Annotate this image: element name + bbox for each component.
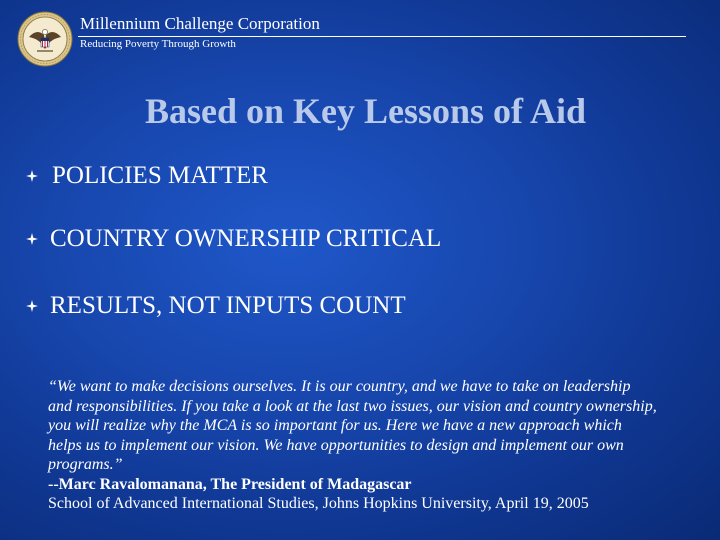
bullet-item [26,292,406,320]
bullet-text: POLICIES MATTER [52,162,268,189]
bullet-item [26,162,268,190]
quote-source: School of Advanced International Studies, Johns Hopkins University, April 19, 2005 [48,495,589,512]
quote-block [48,377,658,514]
bullet-item [26,225,441,253]
great-seal-icon [17,11,73,67]
diamond-bullet-icon [26,300,38,312]
organization-tagline: Reducing Poverty Through Growth [80,38,236,50]
organization-name: Millennium Challenge Corporation [80,14,320,33]
seal-logo [17,11,73,67]
bullet-text: RESULTS, NOT INPUTS COUNT [50,292,406,319]
diamond-bullet-icon [26,170,38,182]
diamond-bullet-icon [26,233,38,245]
quote-attribution: --Marc Ravalomanana, The President of Madagascar [48,475,412,493]
header-divider [78,36,686,37]
bullet-text: COUNTRY OWNERSHIP CRITICAL [50,225,442,252]
slide-title: Based on Key Lessons of Aid [144,91,587,131]
quote-text: “We want to make decisions ourselves. It is our country, and we have to take on leadership and responsibilities. If you take a look at the last two issues, our vision and country ownership, you will realize why the MCA is so important for us. Here we have a new approach which helps us to implement our vision. We have opportunities to design and implement our own programs.” [48,378,657,473]
